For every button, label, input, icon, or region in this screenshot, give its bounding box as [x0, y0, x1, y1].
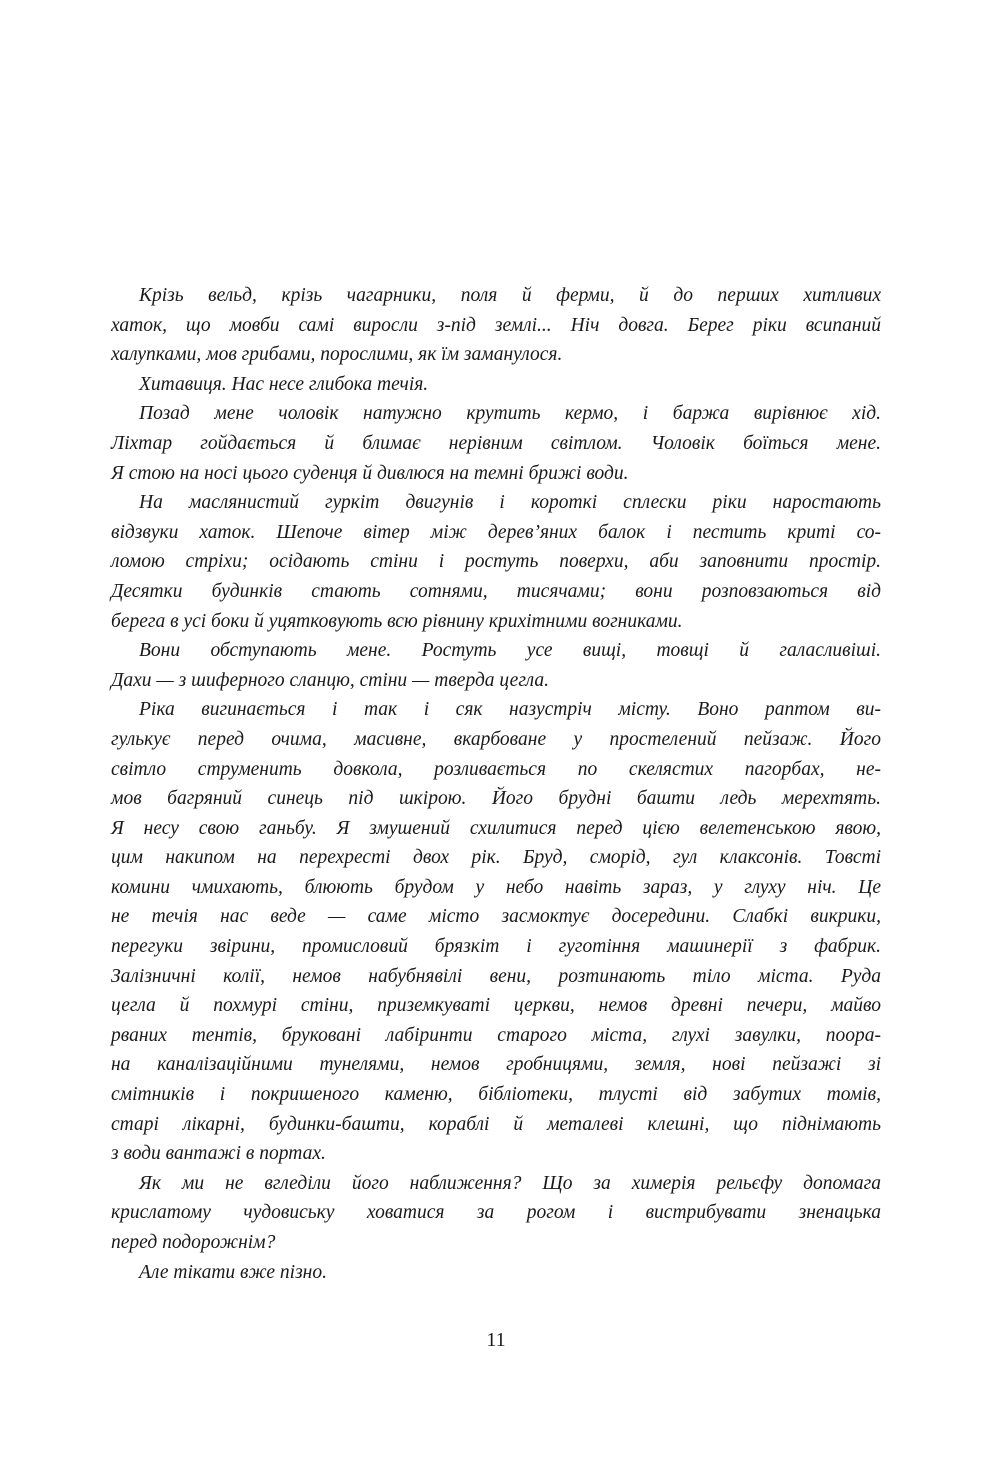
paragraph — [111, 370, 881, 400]
text-line: Залізничні колії, немов набубнявілі вени, розтинають тіло міста. Руда — [111, 965, 881, 987]
text-line: перегуки звірини, промисловий брязкіт і гуготіння машинерії з фабрик. — [111, 936, 881, 958]
body-text — [111, 281, 881, 1287]
text-line: Позад мене чоловік натужно крутить кермо, і баржа вирівнює хід. — [139, 403, 881, 425]
text-line: Ліхтар гойдається й блимає нерівним світлом. Чоловік боїться мене. — [111, 432, 881, 454]
paragraph — [111, 636, 881, 695]
text-line: Я стою на носі цього суденця й дивлюся на темні брижі води. — [111, 462, 629, 484]
text-line: Вони обступають мене. Ростуть усе вищі, товщі й галасливіші. — [139, 640, 881, 662]
text-line: ломою стріхи; осідають стіни і ростуть поверхи, аби заповнити простір. — [111, 551, 881, 573]
text-line: Але тікати вже пізно. — [139, 1261, 327, 1283]
text-line: Я несу свою ганьбу. Я змушений схилитися перед цією велетенською явою, — [111, 817, 881, 839]
text-line: не течія нас веде — саме місто засмоктує досередини. Слабкі викрики, — [111, 906, 881, 928]
paragraph — [111, 488, 881, 636]
paragraph — [111, 281, 881, 370]
text-line: Ріка вигинається і так і сяк назустріч місту. Воно раптом ви- — [139, 699, 881, 721]
text-line: берега в усі боки й уцятковують всю рівнину крихітними вогниками. — [111, 610, 683, 632]
text-line: крислатому чудовиську ховатися за рогом і вистрибувати зненацька — [111, 1202, 881, 1224]
text-line: рваних тентів, бруковані лабіринти старого міста, глухі завулки, поора- — [111, 1024, 881, 1046]
text-line: Як ми не вгледіли його наближення? Що за химерія рельєфу допомага — [139, 1172, 881, 1194]
text-line: перед подорожнім? — [111, 1232, 276, 1253]
text-line: цегла й похмурі стіни, приземкуваті церкви, немов древні печери, майво — [111, 995, 881, 1017]
text-line: світло струменить довкола, розливається по скелястих пагорбах, не- — [111, 758, 881, 780]
text-line: хаток, що мовби самі виросли з-під землі... Ніч довга. Берег ріки всипаний — [111, 314, 881, 336]
text-line: смітників і покришеного каменю, бібліотеки, тлусті від забутих томів, — [111, 1084, 881, 1106]
paragraph — [111, 695, 881, 1169]
text-line: Десятки будинків стають сотнями, тисячами; вони розповзаються від — [111, 580, 881, 602]
text-line: Хитавиця. Нас несе глибока течія. — [139, 373, 429, 395]
text-line: відзвуки хаток. Шепоче вітер між дерев’яних балок і пестить криті со- — [111, 521, 881, 543]
page-number: 11 — [486, 1329, 506, 1351]
text-line: На маслянистий гуркіт двигунів і короткі сплески ріки наростають — [139, 492, 881, 514]
text-line: на каналізаційними тунелями, немов гробницями, земля, нові пейзажі зі — [111, 1054, 881, 1076]
paragraph — [111, 1169, 881, 1258]
paragraph — [111, 399, 881, 488]
text-line: цим накипом на перехресті двох рік. Бруд, сморід, гул клаксонів. Товсті — [111, 847, 881, 869]
text-line: мов багряний синець під шкірою. Його брудні башти ледь мерехтять. — [111, 788, 881, 810]
text-line: комини чмихають, блюють брудом у небо навіть зараз, у глуху ніч. Це — [111, 876, 881, 898]
text-line: старі лікарні, будинки-башти, кораблі й металеві клешні, що піднімають — [111, 1113, 881, 1135]
text-line: Дахи — з шиферного сланцю, стіни — тверда цегла. — [111, 669, 550, 691]
text-line: халупками, мов грибами, порослими, як їм заманулося. — [111, 344, 563, 366]
text-line: з води вантажі в портах. — [111, 1143, 326, 1165]
paragraph — [111, 1258, 881, 1288]
text-line: гулькує перед очима, масивне, вкарбоване у простелений пейзаж. Його — [111, 728, 881, 750]
text-line: Крізь вельд, крізь чагарники, поля й ферми, й до перших хитливих — [139, 285, 881, 306]
